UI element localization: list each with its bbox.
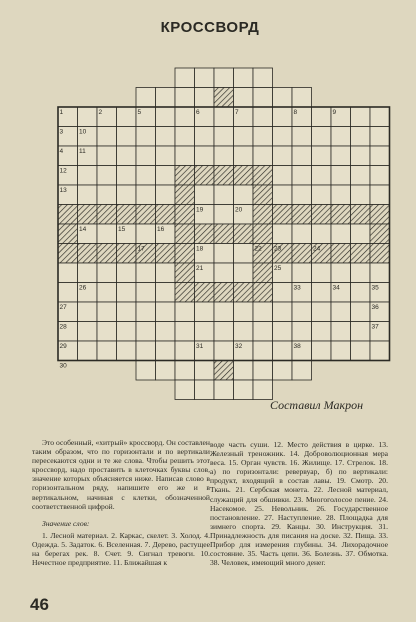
grid-cell [136,361,156,381]
grid-cell [214,322,234,342]
clue-number: 24 [313,245,321,253]
grid-cell [312,322,332,342]
grid-cell-shaded [214,283,234,303]
grid-cell [253,341,273,361]
grid-cell-shaded [273,205,293,225]
grid-cell-shaded [253,283,273,303]
grid-cell [175,380,195,400]
grid-cell [292,88,312,108]
grid-cell-shaded [234,283,254,303]
grid-cell [253,146,273,166]
grid-cell [136,88,156,108]
grid-cell [175,361,195,381]
grid-cell [195,88,215,108]
grid-cell-shaded [370,244,390,264]
grid-cell [351,224,371,244]
clue-number: 2 [98,109,103,116]
grid-cell-shaded [175,205,195,225]
clue-number: 20 [235,206,243,214]
grid-cell [78,341,98,361]
grid-cell [234,127,254,147]
grid-cell [331,341,351,361]
clue-number: 27 [59,304,67,311]
grid-cell-shaded [175,283,195,303]
grid-cell [273,283,293,303]
clue-number: 22 [254,245,262,253]
clue-number: 1 [59,109,64,116]
grid-cell [234,88,254,108]
clue-number: 32 [235,343,243,350]
grid-cell [175,322,195,342]
grid-cell [117,146,137,166]
clue-number: 16 [157,226,165,233]
grid-cell [156,361,176,381]
grid-cell-shaded [78,244,98,264]
grid-cell-shaded [234,224,254,244]
clue-number: 3 [59,128,64,136]
grid-cell [136,322,156,342]
grid-cell [214,244,234,264]
grid-cell [175,146,195,166]
clue-number: 30 [59,362,67,370]
clue-number: 25 [274,265,282,272]
grid-cell-shaded [214,224,234,244]
grid-cell [214,205,234,225]
grid-cell [58,263,78,283]
grid-cell-shaded [58,244,78,264]
clue-number: 11 [79,148,86,155]
grid-cell [117,127,137,147]
clue-number: 12 [59,167,67,175]
grid-cell [136,263,156,283]
grid-cell [273,185,293,205]
grid-cell [214,68,234,88]
grid-cell [136,283,156,303]
grid-cell [253,127,273,147]
grid-cell [214,263,234,283]
author-credit: Составил Макрон [270,398,364,412]
clue-number: 35 [371,284,379,292]
grid-cell [214,146,234,166]
clue-number: 26 [79,284,87,292]
grid-cell [97,146,117,166]
grid-cell [331,185,351,205]
grid-cell [175,107,195,127]
grid-cell [136,127,156,147]
grid-cell [156,341,176,361]
grid-cell-shaded [253,263,273,283]
grid-cell-shaded [175,185,195,205]
grid-cell [78,107,98,127]
grid-cell [97,341,117,361]
clue-number: 13 [59,187,67,194]
grid-cell [312,302,332,322]
grid-cell [312,341,332,361]
grid-cell [331,263,351,283]
grid-cell [195,380,215,400]
clues-part-1: 1. Лесной материал. 2. Каркас, скелет. 3. Холод. 4. Одежда. 5. Задаток. 6. Вселенная. 7. Дерево, растущее на берегах рек. 8. Счет. 9. Сигнал тревоги. 10. Нечестное предприятие. 11. Ближайшая к [32,530,210,568]
grid-cell [312,166,332,186]
grid-cell [253,107,273,127]
grid-cell-shaded [253,205,273,225]
grid-cell [312,263,332,283]
grid-cell [292,127,312,147]
grid-cell [156,322,176,342]
grid-cell-shaded [214,361,234,381]
grid-cell [156,283,176,303]
grid-cell [117,185,137,205]
grid-cell [370,341,390,361]
grid-cell-shaded [214,166,234,186]
grid-cell [214,185,234,205]
grid-cell [234,361,254,381]
text-column-left [32,438,210,567]
grid-cell [136,302,156,322]
grid-cell [273,127,293,147]
grid-cell [234,146,254,166]
grid-cell [156,263,176,283]
grid-cell [78,263,98,283]
grid-cell-shaded [195,224,215,244]
grid-cell-shaded [253,166,273,186]
clue-number: 29 [59,343,67,350]
grid-cell [136,166,156,186]
grid-cell [370,107,390,127]
grid-cell [312,283,332,303]
grid-cell [351,166,371,186]
grid-cell [117,263,137,283]
grid-cell [195,322,215,342]
grid-cell [253,361,273,381]
grid-cell-shaded [292,205,312,225]
grid-cell [117,341,137,361]
grid-cell [253,322,273,342]
grid-cell [136,185,156,205]
grid-cell [175,127,195,147]
grid-cell [97,127,117,147]
grid-cell [117,283,137,303]
clue-number: 21 [196,265,204,272]
grid-cell-shaded [234,166,254,186]
clue-number: 28 [59,323,67,331]
grid-cell [331,224,351,244]
grid-cell [273,107,293,127]
clue-number: 15 [118,226,126,233]
grid-cell [292,361,312,381]
grid-cell [214,341,234,361]
clue-number: 33 [293,284,301,292]
grid-cell [97,166,117,186]
grid-cell [331,146,351,166]
grid-cell-shaded [351,205,371,225]
grid-cell-shaded [312,205,332,225]
clue-number: 37 [371,323,379,331]
grid-cell [156,166,176,186]
grid-cell [136,341,156,361]
grid-cell [292,224,312,244]
grid-cell-shaded [370,224,390,244]
grid-cell [331,127,351,147]
grid-cell [195,302,215,322]
grid-cell-shaded [156,244,176,264]
grid-cell [78,322,98,342]
grid-cell-shaded [117,244,137,264]
clue-number: 23 [274,245,282,253]
grid-cell [370,146,390,166]
grid-cell [195,127,215,147]
clue-number: 34 [332,284,340,292]
grid-cell [312,224,332,244]
grid-cell [331,322,351,342]
grid-cell [214,302,234,322]
grid-cell [117,107,137,127]
grid-cell [97,185,117,205]
grid-cell-shaded [331,244,351,264]
grid-cell-shaded [175,224,195,244]
grid-cell [253,68,273,88]
grid-cell [292,263,312,283]
grid-cell [214,380,234,400]
grid-cell-shaded [214,88,234,108]
clue-number: 19 [196,206,204,214]
clues-heading: Значение слов: [42,518,90,528]
grid-cell [195,68,215,88]
grid-cell [370,263,390,283]
grid-cell-shaded [195,166,215,186]
grid-cell [97,283,117,303]
grid-cell [312,127,332,147]
clue-number: 14 [79,226,87,233]
grid-cell [117,302,137,322]
grid-cell-shaded [370,205,390,225]
grid-cell [156,302,176,322]
grid-cell-shaded [253,224,273,244]
grid-cell [214,107,234,127]
grid-cell [117,166,137,186]
grid-cell [331,302,351,322]
clue-number: 7 [235,109,239,116]
grid-cell [273,88,293,108]
grid-cell [273,166,293,186]
grid-cell [195,185,215,205]
grid-cell [292,146,312,166]
clue-number: 9 [332,109,337,116]
grid-cell [195,146,215,166]
grid-cell-shaded [195,283,215,303]
grid-cell [156,127,176,147]
grid-cell [351,146,371,166]
grid-cell [136,146,156,166]
grid-cell-shaded [331,205,351,225]
grid-cell [351,341,371,361]
grid-cell [195,361,215,381]
grid-cell [292,302,312,322]
grid-cell [331,166,351,186]
clue-number: 5 [137,109,142,116]
grid-cell [97,224,117,244]
clue-number: 8 [293,109,298,116]
grid-cell-shaded [58,205,78,225]
clue-number: 4 [59,148,64,155]
grid-cell [253,302,273,322]
grid-cell-shaded [97,244,117,264]
grid-cell [234,302,254,322]
grid-cell [97,322,117,342]
grid-cell [175,68,195,88]
grid-cell [175,88,195,108]
grid-cell-shaded [175,166,195,186]
grid-cell [234,322,254,342]
grid-cell [351,322,371,342]
grid-cell [156,107,176,127]
grid-cell-shaded [136,205,156,225]
grid-cell [273,302,293,322]
grid-cell [253,380,273,400]
grid-cell [370,127,390,147]
grid-cell [351,107,371,127]
grid-cell [156,146,176,166]
grid-cell [97,263,117,283]
page-title: КРОССВОРД [160,19,260,36]
grid-cell [234,244,254,264]
grid-cell [97,302,117,322]
intro-paragraph: Это особенный, «хитрый» кроссворд. Он составлен таким образом, что по горизонтали и по вертикали пересекаются одни и те же слова. Чтобы решить этот кроссворд, надо проставить в клеточках буквы слов, значение которых объясняется ниже. Написав слово в горизонтальном ряду, напишите его же и в вертикальном, начиная с клетки, обозначенной соответственной цифрой. [32,438,210,511]
grid-cell [156,185,176,205]
grid-cell [136,224,156,244]
grid-cell [312,107,332,127]
clues-part-2: воде часть суши. 12. Место действия в цирке. 13. Железный треножник. 14. Доброволюционная мера веса. 15. Орган чувств. 16. Жилище. 17. Стрелок. 18. а) по горизонтали: ревервуар, б) по вертикали: продукт, входящий в состав лавы. 19. Смотр. 20. Ткань. 21. Сербская монета. 22. Лесной материал, служащий для обшивки. 23. Многоголосое пение. 24. Насекомое. 25. Невольник. 26. Государственное постановление. 27. Наступление. 28. Площадка для зимнего спорта. 29. Канцы. 30. Инструкция. 31. Принадлежность для писания на доске. 32. Пища. 33. Прибор для измерения глубины. 34. Лихорадочное состояние. 35. Часть цепи. 36. Болезнь. 37. Обмотка. 38. Человек, имеющий много денег. [210,440,388,568]
grid-cell [273,322,293,342]
grid-cell [292,166,312,186]
grid-cell [253,88,273,108]
grid-cell-shaded [175,244,195,264]
clue-number: 18 [196,245,204,253]
grid-cell [78,302,98,322]
grid-cell-shaded [175,263,195,283]
grid-cell [351,127,371,147]
grid-cell [234,263,254,283]
clue-number: 17 [137,245,145,253]
clue-number: 10 [79,128,87,136]
clue-number: 36 [371,304,379,311]
clue-number: 38 [293,343,301,350]
grid-cell [292,185,312,205]
grid-cell [78,185,98,205]
grid-cell [370,166,390,186]
page-number: 46 [30,595,49,614]
grid-cell-shaded [97,205,117,225]
grid-cell [234,185,254,205]
grid-cell [234,380,254,400]
grid-cell-shaded [58,224,78,244]
grid-cell [292,322,312,342]
clue-number: 31 [196,343,204,350]
grid-cell [78,166,98,186]
grid-cell [351,302,371,322]
grid-cell [312,146,332,166]
grid-cell [175,302,195,322]
grid-cell [312,185,332,205]
grid-cell [351,263,371,283]
grid-cell [214,127,234,147]
grid-cell [351,283,371,303]
grid-cell [273,341,293,361]
grid-cell-shaded [78,205,98,225]
text-column-right [210,440,388,567]
grid-cell [234,68,254,88]
grid-cell-shaded [351,244,371,264]
grid-cell [117,322,137,342]
grid-cell [156,88,176,108]
grid-cell-shaded [156,205,176,225]
grid-cell-shaded [292,244,312,264]
grid-cell [175,341,195,361]
grid-cell-shaded [253,185,273,205]
grid-cell [58,283,78,303]
clue-number: 6 [196,109,200,116]
grid-cell [273,361,293,381]
grid-cell-shaded [117,205,137,225]
grid-cell [273,146,293,166]
grid-cell [351,185,371,205]
grid-cell [370,185,390,205]
grid-cell [273,224,293,244]
